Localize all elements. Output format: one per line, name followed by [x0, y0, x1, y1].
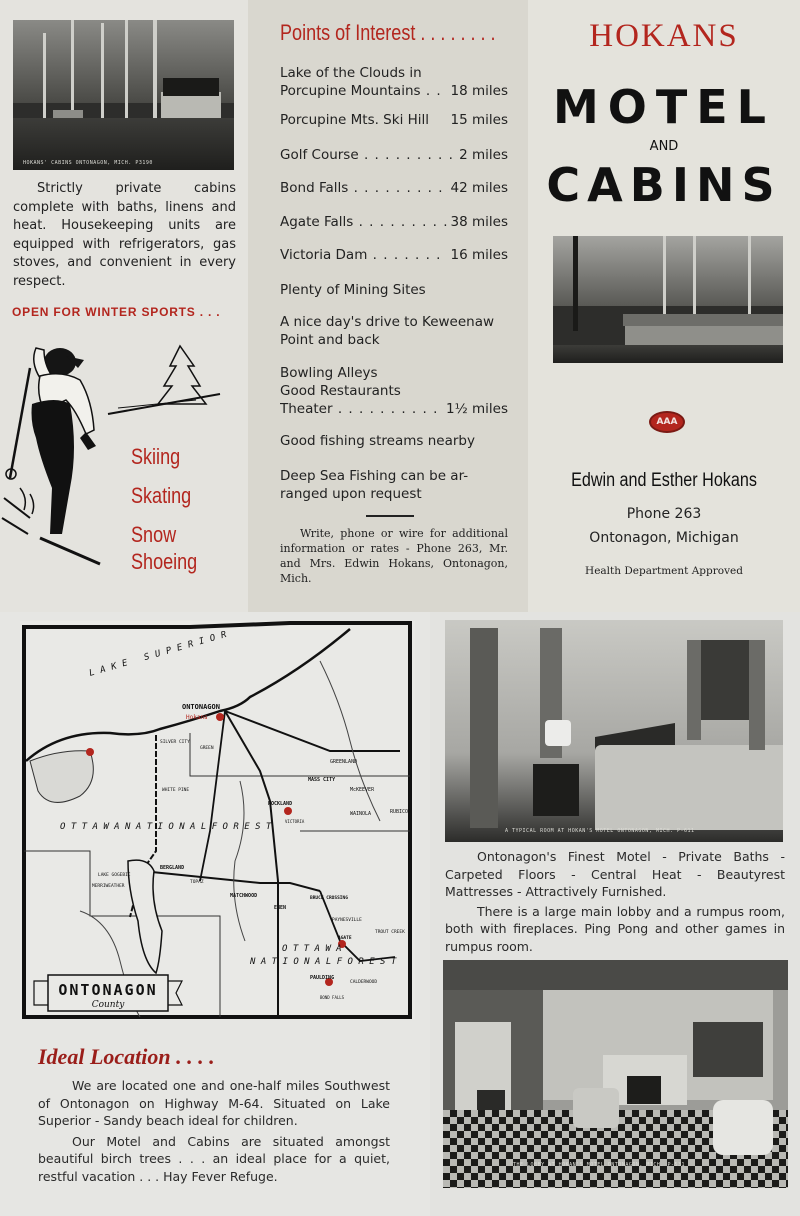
svg-text:LAKE SUPERIOR: LAKE SUPERIOR — [88, 628, 234, 679]
svg-text:O T T A W A N A T I O N A: O T T A W A N A T I O N A L F O R E S T — [60, 822, 272, 832]
skier-icon — [0, 338, 248, 588]
owners-name: Edwin and Esther Hokans — [571, 470, 757, 491]
svg-text:BOND FALLS: BOND FALLS — [320, 995, 345, 1000]
motel-photo — [553, 236, 783, 363]
svg-text:McKEEVER: McKEEVER — [350, 787, 375, 793]
cover-title-cabins: CABINS — [546, 158, 782, 212]
svg-text:TROUT CREEK: TROUT CREEK — [375, 930, 405, 935]
svg-text:LAKE GOGEBIC: LAKE GOGEBIC — [98, 873, 131, 878]
health-approval: Health Department Approved — [585, 565, 743, 577]
aaa-badge-icon: AAA — [649, 411, 685, 433]
svg-text:BRUCE CROSSING: BRUCE CROSSING — [310, 896, 348, 901]
svg-text:ONTONAGON: ONTONAGON — [182, 703, 220, 711]
svg-text:EWEN: EWEN — [274, 905, 287, 911]
poi-item: Agate Falls . . . 38 miles — [280, 213, 508, 231]
poi-item: A nice day's drive to Keweenaw Point and back — [280, 314, 495, 348]
lobby-photo — [443, 960, 788, 1188]
ideal-location-text: We are located one and one-half miles Southwest of Ontonagon on Highway M-64. Situated on Lake Superior - Sandy beach ideal for children. Our Motel and Cabins are situated amongst beautiful birch trees . . . an ideal place for a quiet, restful vacation . . . Hay Fever Refuge. — [38, 1078, 390, 1184]
poi-item: Lake of the Clouds in Porcupine Mountains . . . 18 miles — [280, 64, 508, 100]
rooms-panel — [430, 612, 800, 1216]
svg-text:SILVER CITY: SILVER CITY — [160, 740, 190, 745]
map-panel — [0, 612, 430, 1216]
svg-text:WHITE PINE: WHITE PINE — [162, 788, 190, 793]
svg-text:MASS CITY: MASS CITY — [308, 777, 336, 783]
cabins-photo — [13, 20, 234, 170]
svg-text:CALDERWOOD: CALDERWOOD — [350, 980, 378, 985]
svg-text:MERRIWEATHER: MERRIWEATHER — [92, 884, 125, 889]
poi-item: Victoria Dam . . . 16 miles — [280, 246, 508, 264]
sport-skating: Skating — [131, 483, 192, 508]
svg-text:O T T A W A: O T T A W A — [282, 944, 342, 954]
photo-caption: HOKANS' CABINS ONTONAGON, MICH. P3190 — [23, 160, 153, 166]
cover-title-motel: MOTEL — [553, 80, 775, 134]
photo-caption: A TYPICAL ROOM AT HOKAN'S MOTEL ONTONAGON, MICH. P-611 — [505, 828, 695, 834]
svg-text:ONTONAGON: ONTONAGON — [58, 981, 158, 999]
svg-text:VICTORIA: VICTORIA — [285, 819, 305, 824]
contact-note: Write, phone or wire for additional information or rates - Phone 263, Mr. and Mrs. Edwin Hokans, Ontonagon, Mich. — [280, 527, 508, 585]
winter-sports-heading: OPEN FOR WINTER SPORTS . . . — [12, 305, 221, 319]
sport-snow: Snow — [131, 522, 177, 547]
svg-text:Hokans: Hokans — [186, 714, 208, 721]
cover-title-hokans: HOKANS — [589, 18, 739, 54]
sport-skiing: Skiing — [131, 444, 181, 469]
svg-text:AGATE: AGATE — [338, 936, 352, 941]
svg-text:RUBICON: RUBICON — [390, 809, 412, 815]
poi-item: Bond Falls . . . 42 miles — [280, 179, 508, 197]
svg-text:PAYNESVILLE: PAYNESVILLE — [332, 918, 362, 923]
photo-caption: THE LOBBY AT HOKAN'S MOTEL ONTONAGON, MICH. P-531 — [513, 1162, 686, 1168]
poi-item: Porcupine Mts. Ski Hill 15 miles — [280, 112, 508, 128]
ontonagon-county-map — [20, 621, 415, 1019]
rooms-description: Ontonagon's Finest Motel - Private Baths - Carpeted Floors - Central Heat - Beautyrest Mattresses - Attractively Furnished. There is a large main lobby and a rumpus room, both with fireplaces. Ping Pong and other games in rumpus room. — [445, 849, 785, 954]
svg-text:N A T I O N A L F O R E S T: N A T I O N A L F O R E S T — [250, 957, 397, 967]
poi-item: Good fishing streams nearby — [280, 433, 475, 449]
cover-title-and: AND — [649, 139, 679, 154]
svg-text:GREENLAND: GREENLAND — [330, 759, 358, 765]
svg-text:ROCKLAND: ROCKLAND — [268, 801, 293, 807]
svg-text:GREEN: GREEN — [200, 746, 214, 751]
poi-item: Golf Course . . . 2 miles — [280, 146, 508, 164]
cabins-panel — [0, 0, 248, 612]
cover-panel — [528, 0, 800, 612]
svg-text:PAULDING: PAULDING — [310, 975, 335, 981]
svg-text:County: County — [91, 1000, 125, 1010]
svg-text:TOPAZ: TOPAZ — [190, 880, 204, 885]
poi-item: Bowling Alleys Good Restaurants Theater . . . 1½ miles — [280, 364, 508, 418]
svg-text:BERGLAND: BERGLAND — [160, 865, 185, 871]
poi-item: Deep Sea Fishing can be ar- ranged upon request — [280, 468, 469, 502]
bedroom-photo — [445, 620, 783, 842]
cabins-description: Strictly private cabins complete with baths, linens and heat. Housekeeping units are equipped with refrigerators, gas stoves, and convenient in every respect. — [13, 181, 236, 289]
phone-number: Phone 263 — [626, 506, 702, 522]
poi-heading: Points of Interest . . . . . . . . — [280, 20, 496, 45]
sport-shoeing: Shoeing — [131, 549, 198, 574]
points-of-interest-panel — [248, 0, 528, 612]
ideal-location-heading: Ideal Location . . . . — [38, 1044, 215, 1069]
city: Ontonagon, Michigan — [589, 530, 739, 546]
svg-text:WAINOLA: WAINOLA — [350, 811, 372, 817]
svg-text:MATCHWOOD: MATCHWOOD — [230, 893, 258, 899]
poi-item: Plenty of Mining Sites — [280, 282, 426, 298]
divider — [366, 515, 414, 517]
